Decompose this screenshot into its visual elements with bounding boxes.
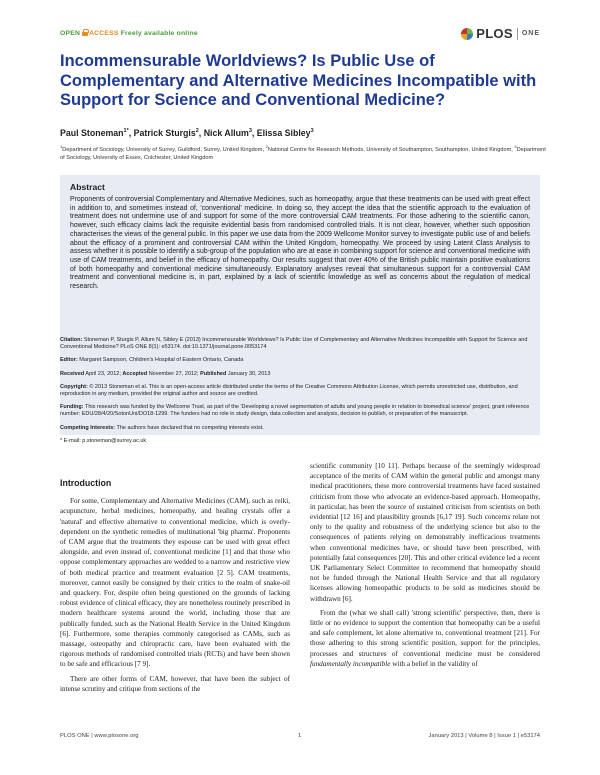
author-list: Paul Stoneman$^{1*}$, Patrick Sturgis$^2$, Nick Allum$^3$, Elissa Sibley$^3$	[60, 128, 314, 138]
plos-logo-icon	[461, 28, 473, 40]
competing-text: The authors have declared that no competing interests exist.	[116, 424, 264, 431]
body-paragraph	[310, 608, 540, 669]
article-title: Incommensurable Worldviews? Is Public Use of Complementary and Alternative Medicines Incompatible with Support for Science and Conventional Medicine?	[60, 52, 537, 109]
accepted-label: Accepted	[122, 370, 148, 377]
abstract-heading: Abstract	[70, 182, 105, 192]
paragraph-text: From the (what we shall call) 'strong scientific' perspective, then, there is little or no evidence to support the contention that homeopathy can be a useful and safe complement, let alone alternative to, conventional treatment [21]. For those adhering to this strong scientific position, support for the principles, processes and structures of conventional medicine must be considered	[310, 608, 540, 658]
funding	[60, 404, 540, 418]
funding-label: Funding:	[60, 404, 84, 411]
published-label: Published	[200, 370, 227, 377]
copyright-label: Copyright:	[60, 383, 88, 390]
author-affil-sup: 2	[195, 128, 199, 135]
editor	[60, 357, 540, 364]
affil-text: National Centre for Research Methods, University of Southampton, Southampton, United Kingdom,	[267, 146, 513, 153]
competing-interests	[60, 425, 540, 432]
editor-text: Margaret Sampson, Children's Hospital of Eastern Ontario, Canada	[79, 357, 244, 364]
footer-journal-name: PLOS ONE	[60, 733, 90, 739]
body-paragraph: There are other forms of CAM, however, that have been the subject of intense scrutiny and critique from sections of the	[60, 674, 290, 693]
affil-number: 2	[265, 144, 268, 149]
open-access-label	[60, 29, 198, 37]
affil-text: Department of Sociology, University of Essex, Colchester, United Kingdom	[60, 146, 546, 161]
plos-one-logo[interactable]	[461, 26, 540, 41]
author-affil-sup: 1*	[123, 128, 129, 135]
author-affil-sup: 3	[248, 128, 252, 135]
competing-label: Competing Interests:	[60, 424, 116, 431]
affil-text: Department of Sociology, University of Surrey, Guildford, Surrey, United Kingdom,	[62, 146, 265, 153]
abstract-text: Proponents of controversial Complementary and Alternative Medicines, such as homeopathy, argue that these treatments can be used with great effect in addition to, and sometimes instead of, 'conventional' medicine. In doing so, they accept the idea that the scientific approach to the evaluation of treatment does not undermine use of and support for some of the more controversial CAM treatments. For those adhering to the scientific canon, however, such efficacy claims lack the requisite evidential basis from randomised controlled trials. It is not clear, however, whether such opposition characterises the views of the general public. In this paper we use data from the 2009 Wellcome Monitor survey to investigate public use of and beliefs about the efficacy of a prominent and controversial CAM within the United Kingdom, homeopathy. We proceed by using Latent Class Analysis to assess whether it is possible to identify a sub-group of the population who are at ease in combining support for science and conventional medicine with use of CAM treatments, and belief in the efficacy of homeopathy. Our results suggest that over 40% of the British public maintain positive evaluations of both homeopathy and conventional medicine simultaneously. Explanatory analyses reveal that simultaneous support for a controversial CAM treatment and conventional medicine is, in part, explained by a lack of scientific knowledge as well as concerns about the regulation of medical research.	[70, 196, 530, 291]
freely-available-text: Freely available online	[120, 30, 198, 37]
affil-number: 1	[60, 144, 63, 149]
footer-website-link[interactable]: www.plosone.org	[94, 733, 139, 739]
page-footer	[60, 733, 540, 743]
logo-text: PLOS	[476, 26, 513, 41]
body-paragraph: For some, Complementary and Alternative Medicines (CAM), such as reiki, acupuncture, herbal medicines, homeopathy, and healing crystals offer a 'natural' and effective alternative to conventional medicine, which is overly-dependent on the synthetic remedies of multinational 'big pharma'. Proponents of CAM argue that the treatments they espouse can be used with great effect alongside, and even instead of, conventional medicine [1] and that those who oppose complementary approaches are wedded to a narrow and restrictive view of both medical practice and treatment evaluation [2 5]. CAM treatments, moreover, cannot easily be consigned by their critics to the realm of snake-oil and quackery. For, despite often being questioned on the grounds of lacking robust evidence of clinical efficacy, they are nonetheless routinely prescribed in modern healthcare systems around the world, including those that are publically funded, such as the National Health Service in the United Kingdom [6]. Furthermore, some therapies commonly categorised as CAMs, such as massage, osteopathy and chiropractic care, have been evaluated with the rigorous methods of randomised controlled trials (RCTs) and have been shown to be safe and efficacious [7 9].	[60, 497, 290, 669]
author-name: Paul Stoneman	[60, 128, 124, 138]
author-name: Patrick Sturgis	[133, 128, 196, 138]
open-lock-icon	[82, 29, 88, 36]
footer-journal: PLOS ONE | www.plosone.org	[60, 733, 139, 739]
received-date: April 23, 2012;	[85, 370, 121, 377]
funding-text: This research was funded by the Wellcome Trust, as part of the 'Developing a novel segmentation of adults and young people in relation to biomedical science' project, grant reference number: EDU/28/4/20/SotonUni/DO18-1299. The funders had no role in study design, data collection and analysis, decision to publish, or preparation of the manuscript.	[60, 404, 530, 418]
paragraph-text: with a belief in the validity of	[392, 659, 478, 668]
accepted-date: November 27, 2012;	[148, 370, 199, 377]
access-text: ACCESS	[89, 30, 119, 37]
citation-text: Stoneman P, Sturgis P, Allum N, Sibley E (2013) Incommensurable Worldviews? Is Public Use of Complementary and Alternative Medicines Incompatible with Support for Science and Conventional Medicine? PLoS ONE 8(1): e53174. doi:10.1371/journal.pone.0053174	[60, 337, 528, 351]
logo-subtext: ONE	[521, 30, 540, 37]
article-metadata	[60, 337, 540, 451]
page-number: 1	[298, 733, 302, 739]
author-affil-sup: 3	[310, 128, 314, 135]
copyright	[60, 384, 540, 398]
open-text: OPEN	[60, 30, 81, 37]
author-name: Elissa Sibley	[256, 128, 311, 138]
published-date: January 30, 2013	[227, 370, 271, 377]
citation	[60, 337, 540, 351]
citation-label: Citation:	[60, 337, 83, 343]
received-label: Received	[60, 370, 85, 377]
editor-label: Editor:	[60, 357, 78, 364]
journal-header	[60, 28, 540, 46]
affil-number: 3	[514, 144, 517, 149]
affiliations	[60, 143, 550, 162]
author-name: Nick Allum	[203, 128, 249, 138]
introduction-heading: Introduction	[60, 478, 112, 488]
body-column-right	[310, 461, 540, 673]
body-column-left	[60, 478, 290, 698]
body-paragraph: scientific community [10 11]. Perhaps because of the seemingly widespread acceptance of the merits of CAM within the general public and amongst many medical practitioners, these more controversial treatments have faced sustained criticism from those who advocate an evidence-based approach. Homeopathy, in particular, has been the source of sustained criticism from scientists on both evidential [12 16] and plausibility grounds [6,17 19]. Such concerns relate not only to the quality and robustness of the underlying science but also to the consequences of patients relying on demonstrably inefficacious treatments when conventional medicines have, or should have been prescribed, with potentially fatal consequences [20]. This and other critical evidence led a recent UK Parliamentary Select Committee to recommend that homeopathy should not be funded through the National Health Service and that all regulatory licenses allowing homeopathic products to be sold as medicines should be withdrawn [6].	[310, 462, 540, 603]
corresponding-email[interactable]: * E-mail: p.stoneman@surrey.ac.uk	[60, 437, 147, 444]
copyright-text: © 2013 Stoneman et al. This is an open-access article distributed under the terms of the Creative Commons Attribution License, which permits unrestricted use, distribution, and reproduction in any medium, provided the original author and source are credited.	[60, 383, 518, 398]
emphasis-text: fundamentally incompatible	[310, 659, 391, 668]
footer-issue: January 2013 | Volume 8 | Issue 1 | e53174	[428, 733, 540, 739]
dates	[60, 371, 540, 378]
logo-divider	[517, 28, 518, 40]
